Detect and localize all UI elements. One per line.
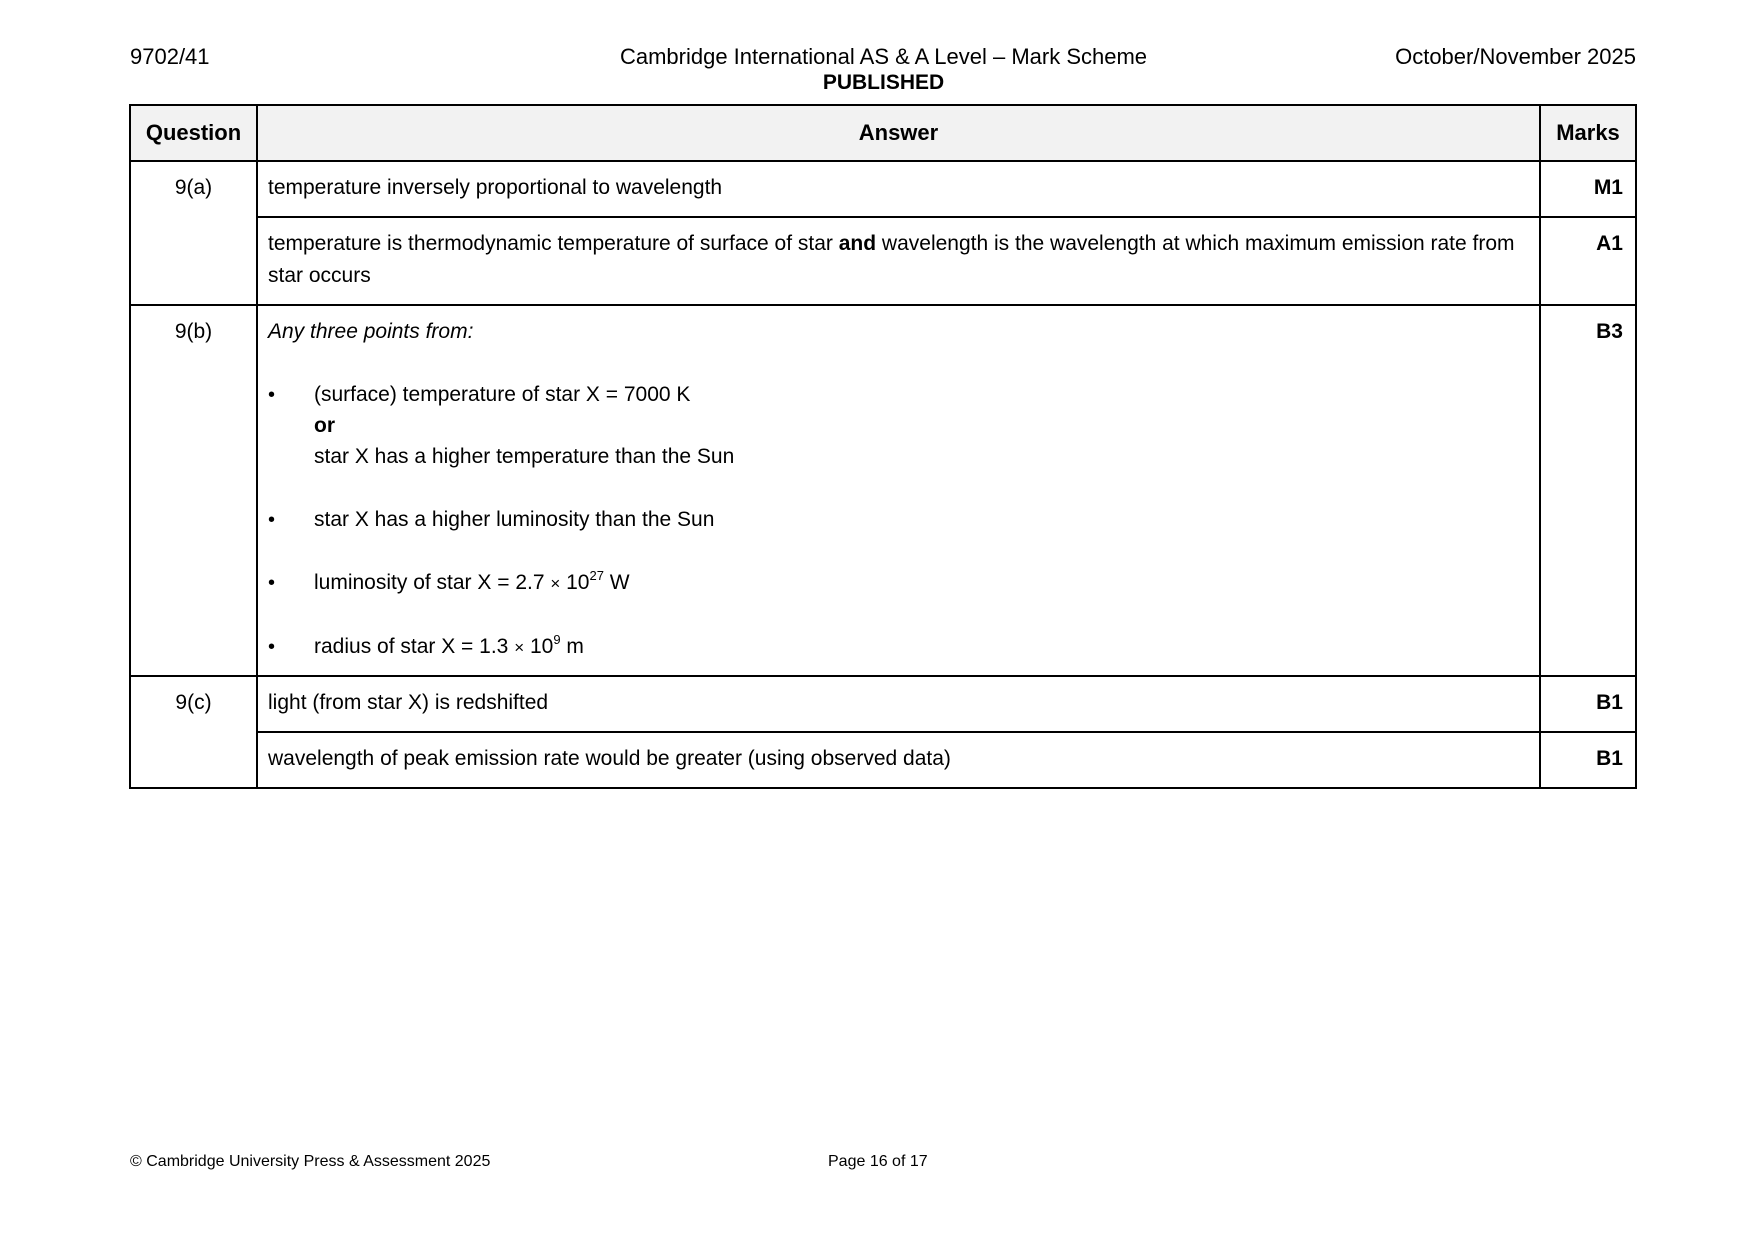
table-header-row [130,105,1636,161]
document-title: Cambridge International AS & A Level – Mark Scheme [619,44,1148,69]
answer-cell: light (from star X) is redshifted [257,676,1540,732]
point-text: star X has a higher temperature than the Sun [314,445,735,468]
point-unit: W [603,571,630,594]
list-item [268,379,1529,472]
table-row [130,732,1636,788]
point-text: star X has a higher luminosity than the Sun [314,508,715,531]
answer-cell [257,217,1540,305]
exponent: 9 [553,632,561,647]
times-symbol: × [514,638,525,657]
question-number: 9(b) [130,305,257,676]
table-row [130,305,1636,676]
point-text [314,567,1529,599]
table-row [130,161,1636,217]
table-row [130,217,1636,305]
point-text-part: radius of star X = 1.3 [314,635,515,658]
list-item [268,504,1529,535]
point-text: (surface) temperature of star X = 7000 K [314,383,691,406]
copyright-notice: © Cambridge University Press & Assessment 2025 [130,1153,491,1170]
column-header-marks: Marks [1540,105,1636,161]
mark-cell: M1 [1540,161,1636,217]
point-text-part: 10 [560,571,590,594]
list-item [268,567,1529,599]
mark-cell: B1 [1540,732,1636,788]
answer-cell [257,305,1540,676]
answer-cell: wavelength of peak emission rate would be greater (using observed data) [257,732,1540,788]
mark-cell: B3 [1540,305,1636,676]
answer-emphasis: and [838,232,877,255]
point-text-part: luminosity of star X = 2.7 [314,571,551,594]
page-number: Page 16 of 17 [828,1153,928,1170]
point-text-part: 10 [524,635,554,658]
times-symbol: × [550,574,561,593]
question-number: 9(a) [130,161,257,305]
answer-intro: Any three points from: [268,320,474,343]
answer-text: wavelength is the wavelength at which maximum emission rate from star occurs [268,232,1515,287]
bullet-icon: • [268,572,276,594]
list-item [268,631,1529,663]
answer-text: temperature is thermodynamic temperature of surface of star [268,232,839,255]
point-unit: m [560,635,584,658]
mark-scheme-table [129,104,1637,789]
mark-cell: B1 [1540,676,1636,732]
column-header-question: Question [130,105,257,161]
table-row [130,676,1636,732]
question-number: 9(c) [130,676,257,788]
answer-cell: temperature inversely proportional to wavelength [257,161,1540,217]
point-or: or [314,414,335,437]
mark-cell: A1 [1540,217,1636,305]
exponent: 27 [589,568,604,583]
bullet-icon: • [268,636,276,658]
paper-code: 9702/41 [130,44,210,69]
column-header-answer: Answer [257,105,1540,161]
published-label: PUBLISHED [822,71,945,94]
point-text [314,631,1529,663]
bullet-icon: • [268,509,276,531]
bullet-icon: • [268,384,276,406]
exam-session: October/November 2025 [1395,44,1636,69]
answer-points-list [268,379,1529,663]
